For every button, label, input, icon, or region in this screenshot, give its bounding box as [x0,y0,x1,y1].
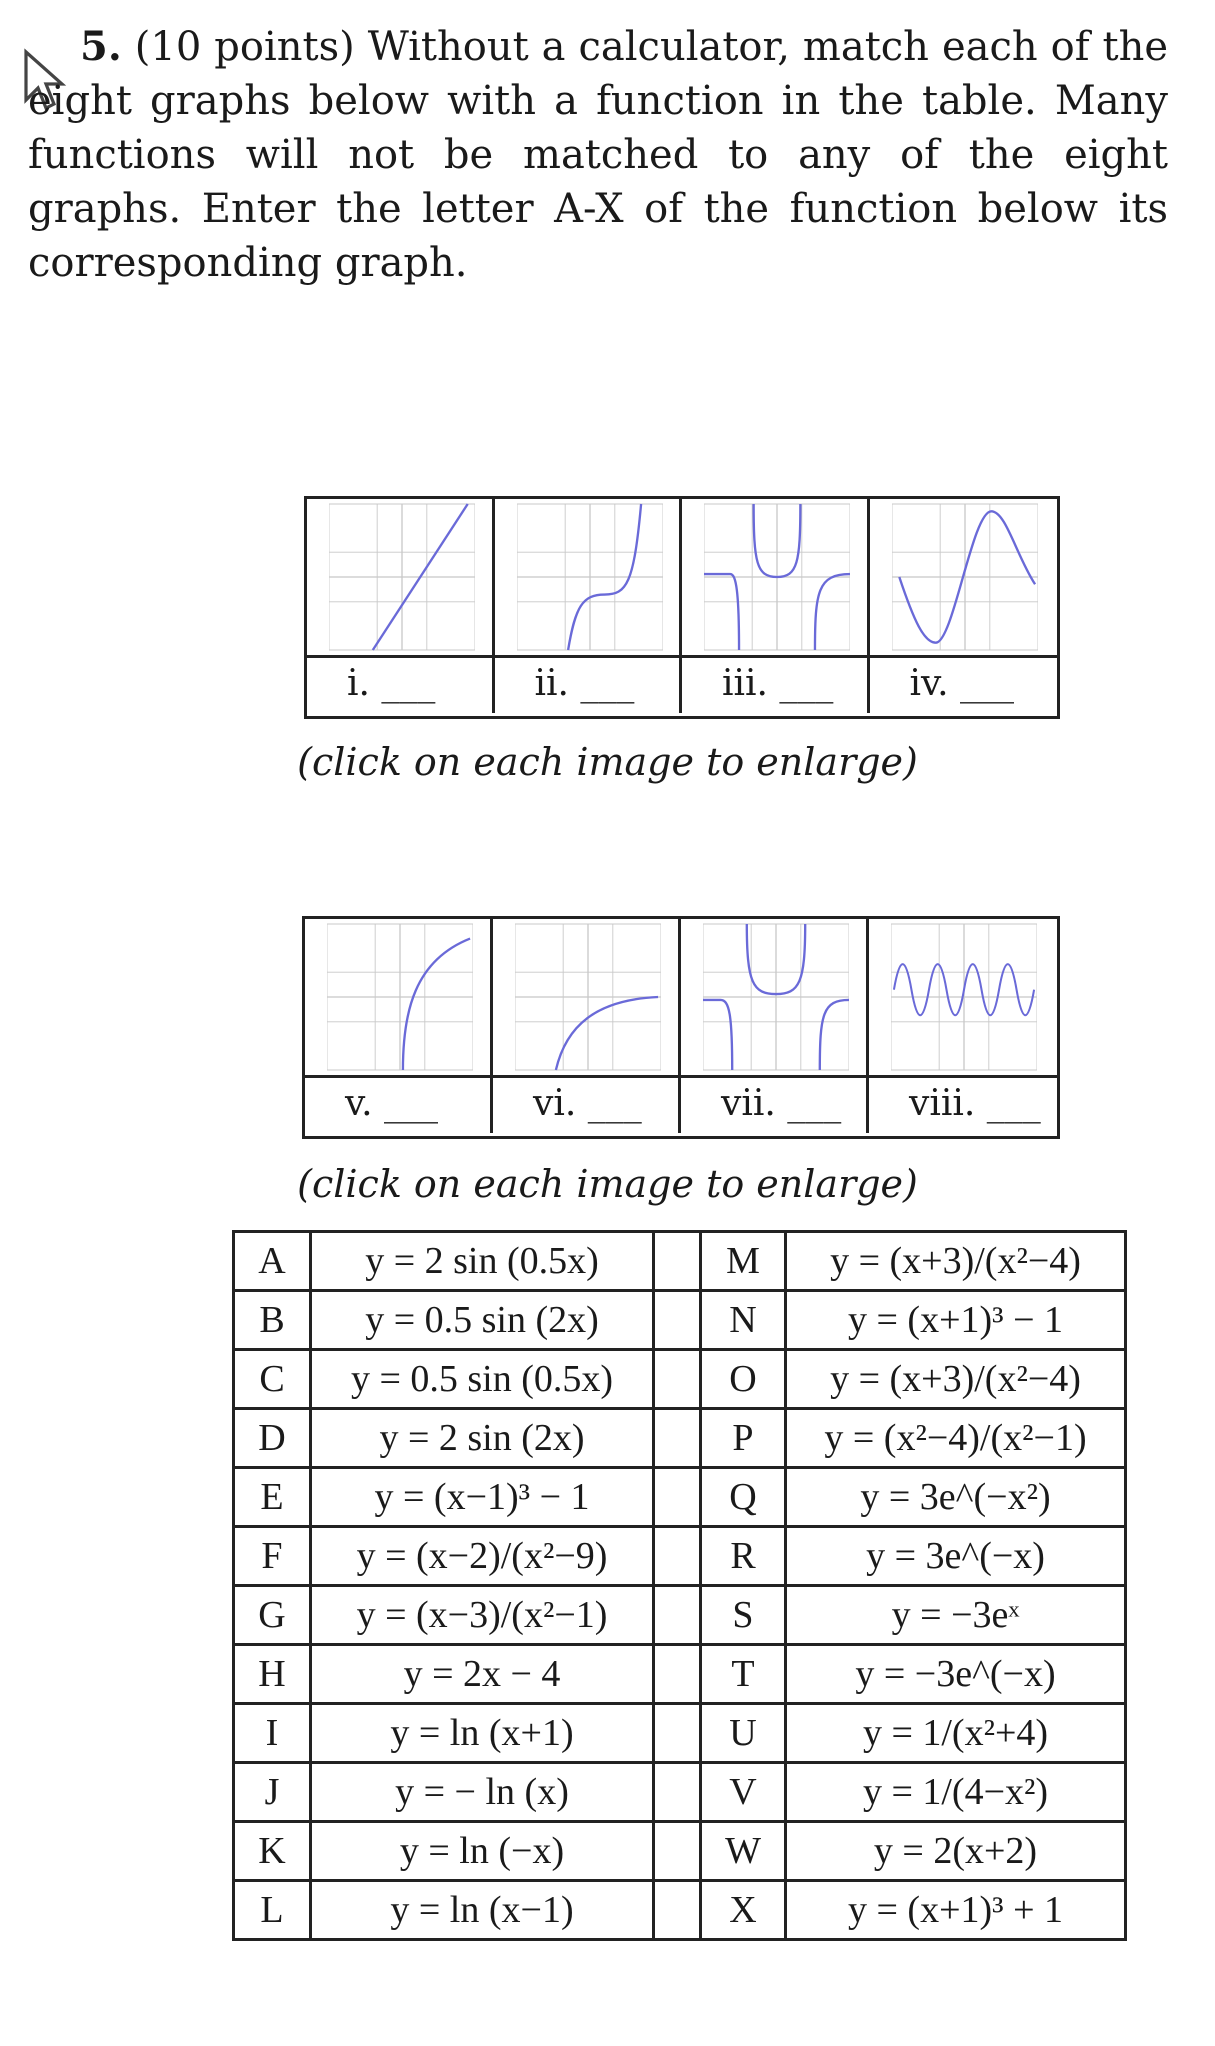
table-spacer [654,1645,701,1704]
graph-viii-plot [891,923,1037,1071]
function-formula: y = ln (x−1) [311,1881,654,1940]
graph-thumbnail-ii[interactable] [495,499,683,655]
graph-vi-plot [515,923,661,1071]
function-formula: y = 2(x+2) [786,1822,1126,1881]
table-row [234,1645,1126,1704]
function-letter: M [701,1232,786,1291]
table-row [234,1291,1126,1350]
table-spacer [654,1409,701,1468]
graph-thumbnail-i[interactable] [307,499,495,655]
function-letter: Q [701,1468,786,1527]
graph-i-plot [329,503,475,651]
function-formula: y = (x+3)/(x²−4) [786,1350,1126,1409]
graph-caption-iii: iii. ___ [682,655,870,713]
function-letter: I [234,1704,311,1763]
graph-caption-i: i. ___ [307,655,495,713]
table-spacer [654,1291,701,1350]
function-formula: y = 1/(x²+4) [786,1704,1126,1763]
function-formula: y = (x−2)/(x²−9) [311,1527,654,1586]
graph-caption-vi: vi. ___ [493,1075,681,1133]
graph-thumbnail-viii[interactable] [869,919,1057,1075]
function-formula: y = ln (−x) [311,1822,654,1881]
table-row [234,1763,1126,1822]
graph-caption-ii: ii. ___ [495,655,683,713]
graph-thumbnail-iii[interactable] [682,499,870,655]
table-spacer [654,1350,701,1409]
function-letter: J [234,1763,311,1822]
table-row [234,1468,1126,1527]
graph-iii-plot [704,503,850,651]
function-formula: y = (x+1)³ − 1 [786,1291,1126,1350]
table-row [234,1881,1126,1940]
function-formula: y = ln (x+1) [311,1704,654,1763]
function-letter: P [701,1409,786,1468]
function-formula: y = (x+1)³ + 1 [786,1881,1126,1940]
question-text [28,20,1168,290]
function-formula: y = 0.5 sin (2x) [311,1291,654,1350]
function-letter: D [234,1409,311,1468]
graph-thumbnail-vi[interactable] [493,919,681,1075]
table-spacer [654,1468,701,1527]
function-letter: G [234,1586,311,1645]
table-row [234,1409,1126,1468]
graph-curve [403,939,470,1070]
graph-caption-v: v. ___ [305,1075,493,1133]
function-letter: C [234,1350,311,1409]
function-formula: y = −3e^(−x) [786,1645,1126,1704]
graph-curve [556,997,658,1070]
function-letter: R [701,1527,786,1586]
function-formula: y = 2 sin (0.5x) [311,1232,654,1291]
graph-curve [820,1000,849,1070]
table-spacer [654,1704,701,1763]
enlarge-hint-1: (click on each image to enlarge) [297,740,918,784]
function-letter: V [701,1763,786,1822]
question-body: (10 points) Without a calculator, match each of the eight graphs below with a function in the table. Many functions will not be matched to any of the eight graphs. Enter the letter A-X of the function below its corresponding graph. [28,24,1169,286]
question-number: 5. [80,23,122,70]
graph-curve [815,574,850,650]
table-spacer [654,1763,701,1822]
graph-iv-plot [892,503,1038,651]
function-letter: E [234,1468,311,1527]
graph-vii-plot [703,923,849,1071]
function-formula: y = 0.5 sin (0.5x) [311,1350,654,1409]
table-spacer [654,1586,701,1645]
function-letter: O [701,1350,786,1409]
function-letter: K [234,1822,311,1881]
function-formula: y = − ln (x) [311,1763,654,1822]
function-letter: S [701,1586,786,1645]
table-row [234,1586,1126,1645]
function-table [232,1230,1127,1941]
function-formula: y = −3eˣ [786,1586,1126,1645]
graph-gallery-1 [304,496,1060,719]
table-row [234,1350,1126,1409]
graph-curve [704,574,739,650]
function-letter: H [234,1645,311,1704]
function-formula: y = 3e^(−x²) [786,1468,1126,1527]
function-letter: U [701,1704,786,1763]
function-letter: N [701,1291,786,1350]
function-formula: y = 3e^(−x) [786,1527,1126,1586]
function-letter: A [234,1232,311,1291]
function-formula: y = (x²−4)/(x²−1) [786,1409,1126,1468]
table-row [234,1527,1126,1586]
graph-thumbnail-iv[interactable] [870,499,1058,655]
graph-ii-plot [517,503,663,651]
graph-v-plot [327,923,473,1071]
function-letter: B [234,1291,311,1350]
graph-thumbnail-vii[interactable] [681,919,869,1075]
function-formula: y = (x+3)/(x²−4) [786,1232,1126,1291]
function-letter: L [234,1881,311,1940]
function-letter: X [701,1881,786,1940]
enlarge-hint-2: (click on each image to enlarge) [297,1162,918,1206]
graph-gallery-2 [302,916,1060,1139]
function-formula: y = 1/(4−x²) [786,1763,1126,1822]
table-row [234,1822,1126,1881]
graph-caption-iv: iv. ___ [870,655,1058,713]
function-formula: y = (x−3)/(x²−1) [311,1586,654,1645]
graph-thumbnail-v[interactable] [305,919,493,1075]
table-row [234,1704,1126,1763]
function-letter: T [701,1645,786,1704]
graph-caption-vii: vii. ___ [681,1075,869,1133]
function-formula: y = 2x − 4 [311,1645,654,1704]
graph-caption-viii: viii. ___ [869,1075,1057,1133]
table-spacer [654,1822,701,1881]
table-spacer [654,1527,701,1586]
table-spacer [654,1881,701,1940]
graph-curve [703,1000,732,1070]
function-formula: y = 2 sin (2x) [311,1409,654,1468]
table-spacer [654,1232,701,1291]
table-row [234,1232,1126,1291]
function-formula: y = (x−1)³ − 1 [311,1468,654,1527]
function-letter: F [234,1527,311,1586]
function-letter: W [701,1822,786,1881]
